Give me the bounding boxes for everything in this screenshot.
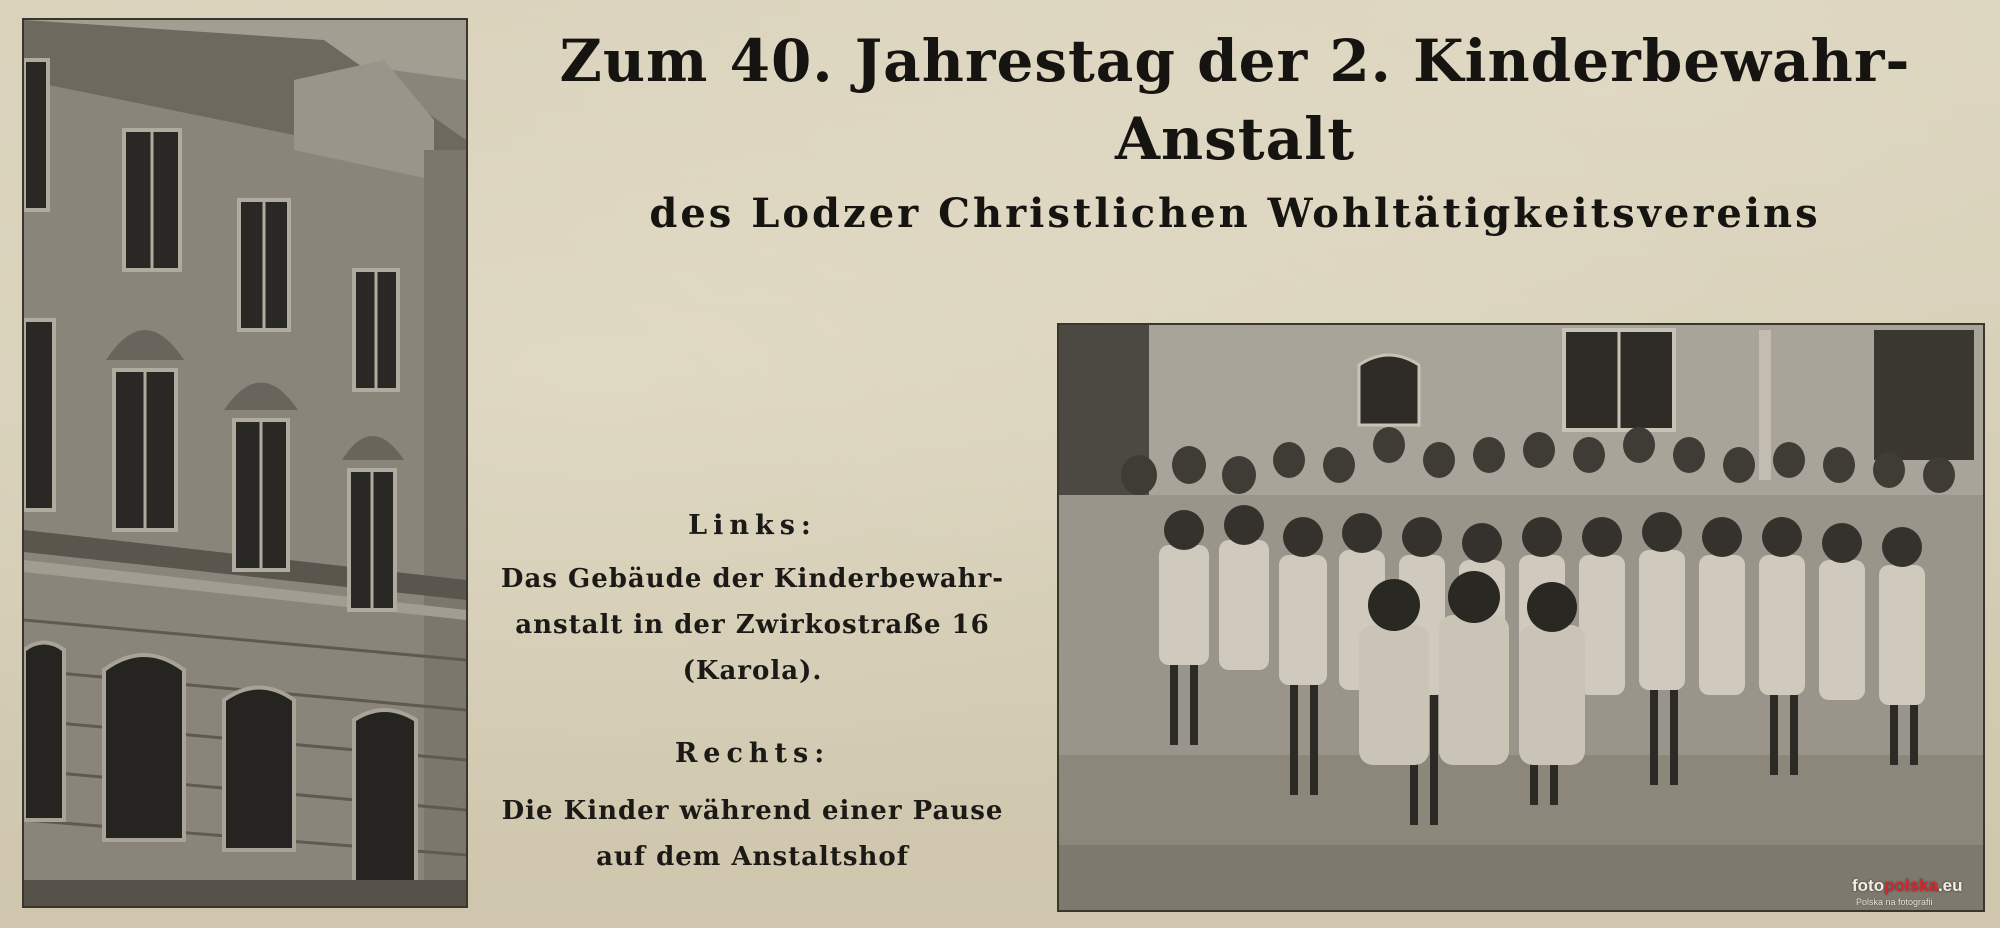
subheadline: des Lodzer Christlichen Wohltätigkeitsvereins <box>649 190 1821 237</box>
watermark-tagline: Polska na fotografii <box>1856 897 1933 907</box>
watermark-logo <box>1852 876 1963 896</box>
headline-line-2: Anstalt <box>1114 105 1356 173</box>
caption-links-line: (Karola). <box>682 656 823 686</box>
watermark-brand-red: polska <box>1884 876 1938 895</box>
building-photo <box>22 18 468 908</box>
watermark-brand: foto <box>1852 876 1885 895</box>
caption-rechts-text <box>480 788 1025 880</box>
caption-links-line: anstalt in der Zwirkostraße 16 <box>515 610 990 640</box>
building-illustration <box>24 20 466 906</box>
watermark-brand-tld: .eu <box>1937 876 1963 895</box>
caption-rechts-heading: Rechts: <box>674 738 831 769</box>
caption-links-line: Das Gebäude der Kinderbewahr- <box>500 564 1005 594</box>
caption-links-heading: Links: <box>688 510 817 541</box>
children-illustration <box>1059 325 1983 910</box>
caption-rechts-line: auf dem Anstaltshof <box>596 842 909 872</box>
headline-line-1: Zum 40. Jahrestag der 2. Kinderbewahr- <box>559 27 1911 95</box>
caption-rechts-line: Die Kinder während einer Pause <box>501 796 1004 826</box>
caption-links-text <box>480 556 1025 694</box>
children-photo <box>1057 323 1985 912</box>
